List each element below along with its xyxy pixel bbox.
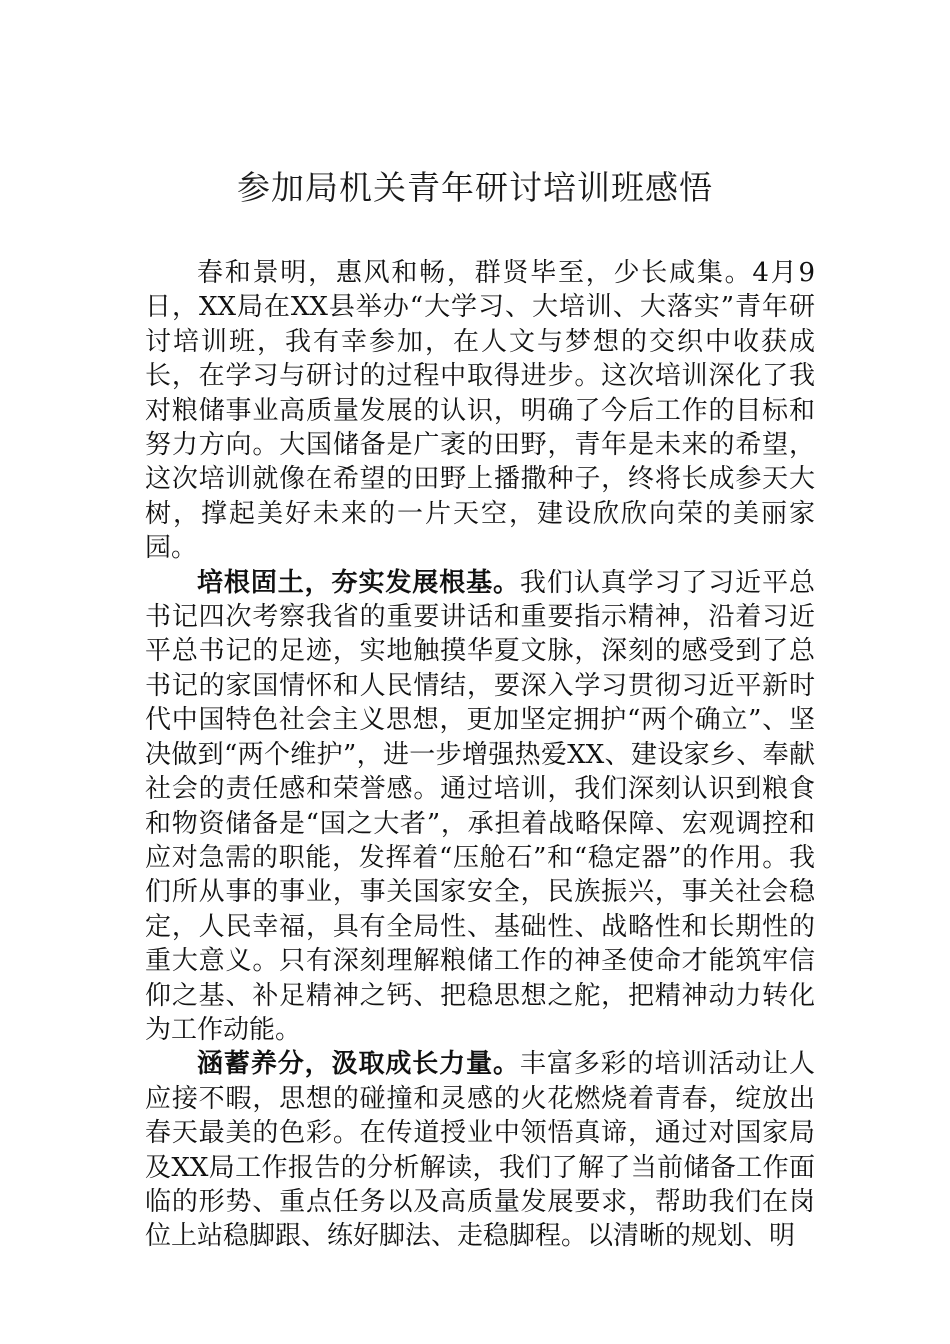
paragraph-intro [145,256,815,566]
paragraph-intro-text: 春和景明，惠风和畅，群贤毕至，少长咸集。4月9日，XX局在XX县举办“大学习、大培训、大落实”青年研讨培训班，我有幸参加，在人文与梦想的交织中收获成长，在学习与研讨的过程中取得进步。这次培训深化了我对粮储事业高质量发展的认识，明确了今后工作的目标和努力方向。大国储备是广袤的田野，青年是未来的希望，这次培训就像在希望的田野上播撒种子，终将长成参天大树，撑起美好未来的一片天空，建设欣欣向荣的美丽家园。 [145,258,815,564]
document-body [145,256,815,1254]
paragraph-hanxu-lead: 涵蓄养分，汲取成长力量。 [197,1049,520,1080]
document-title: 参加局机关青年研讨培训班感悟 [237,168,713,207]
paragraph-hanxu-text: 丰富多彩的培训活动让人应接不暇，思想的碰撞和灵感的火花燃烧着青春，绽放出春天最美的色彩。在传道授业中领悟真谛，通过对国家局及XX局工作报告的分析解读，我们了解了当前储备工作面临的形势、重点任务以及高质量发展要求，帮助我们在岗位上站稳脚跟、练好脚法、走稳脚程。以清晰的规划、明 [145,1049,815,1252]
paragraph-peigen-text: 我们认真学习了习近平总书记四次考察我省的重要讲话和重要指示精神，沿着习近平总书记的足迹，实地触摸华夏文脉，深刻的感受到了总书记的家国情怀和人民情结，要深入学习贯彻习近平新时代中国特色社会主义思想，更加坚定拥护“两个确立”、坚决做到“两个维护”，进一步增强热爱XX、建设家乡、奉献社会的责任感和荣誉感。通过培训，我们深刻认识到粮食和物资储备是“国之大者”，承担着战略保障、宏观调控和应对急需的职能，发挥着“压舱石”和“稳定器”的作用。我们所从事的事业，事关国家安全，民族振兴，事关社会稳定，人民幸福，具有全局性、基础性、战略性和长期性的重大意义。只有深刻理解粮储工作的神圣使命才能筑牢信仰之基、补足精神之钙、把稳思想之舵，把精神动力转化为工作动能。 [145,567,815,1045]
paragraph-hanxu [145,1047,815,1253]
paragraph-peigen-lead: 培根固土，夯实发展根基。 [197,567,520,598]
paragraph-peigen [145,566,815,1048]
